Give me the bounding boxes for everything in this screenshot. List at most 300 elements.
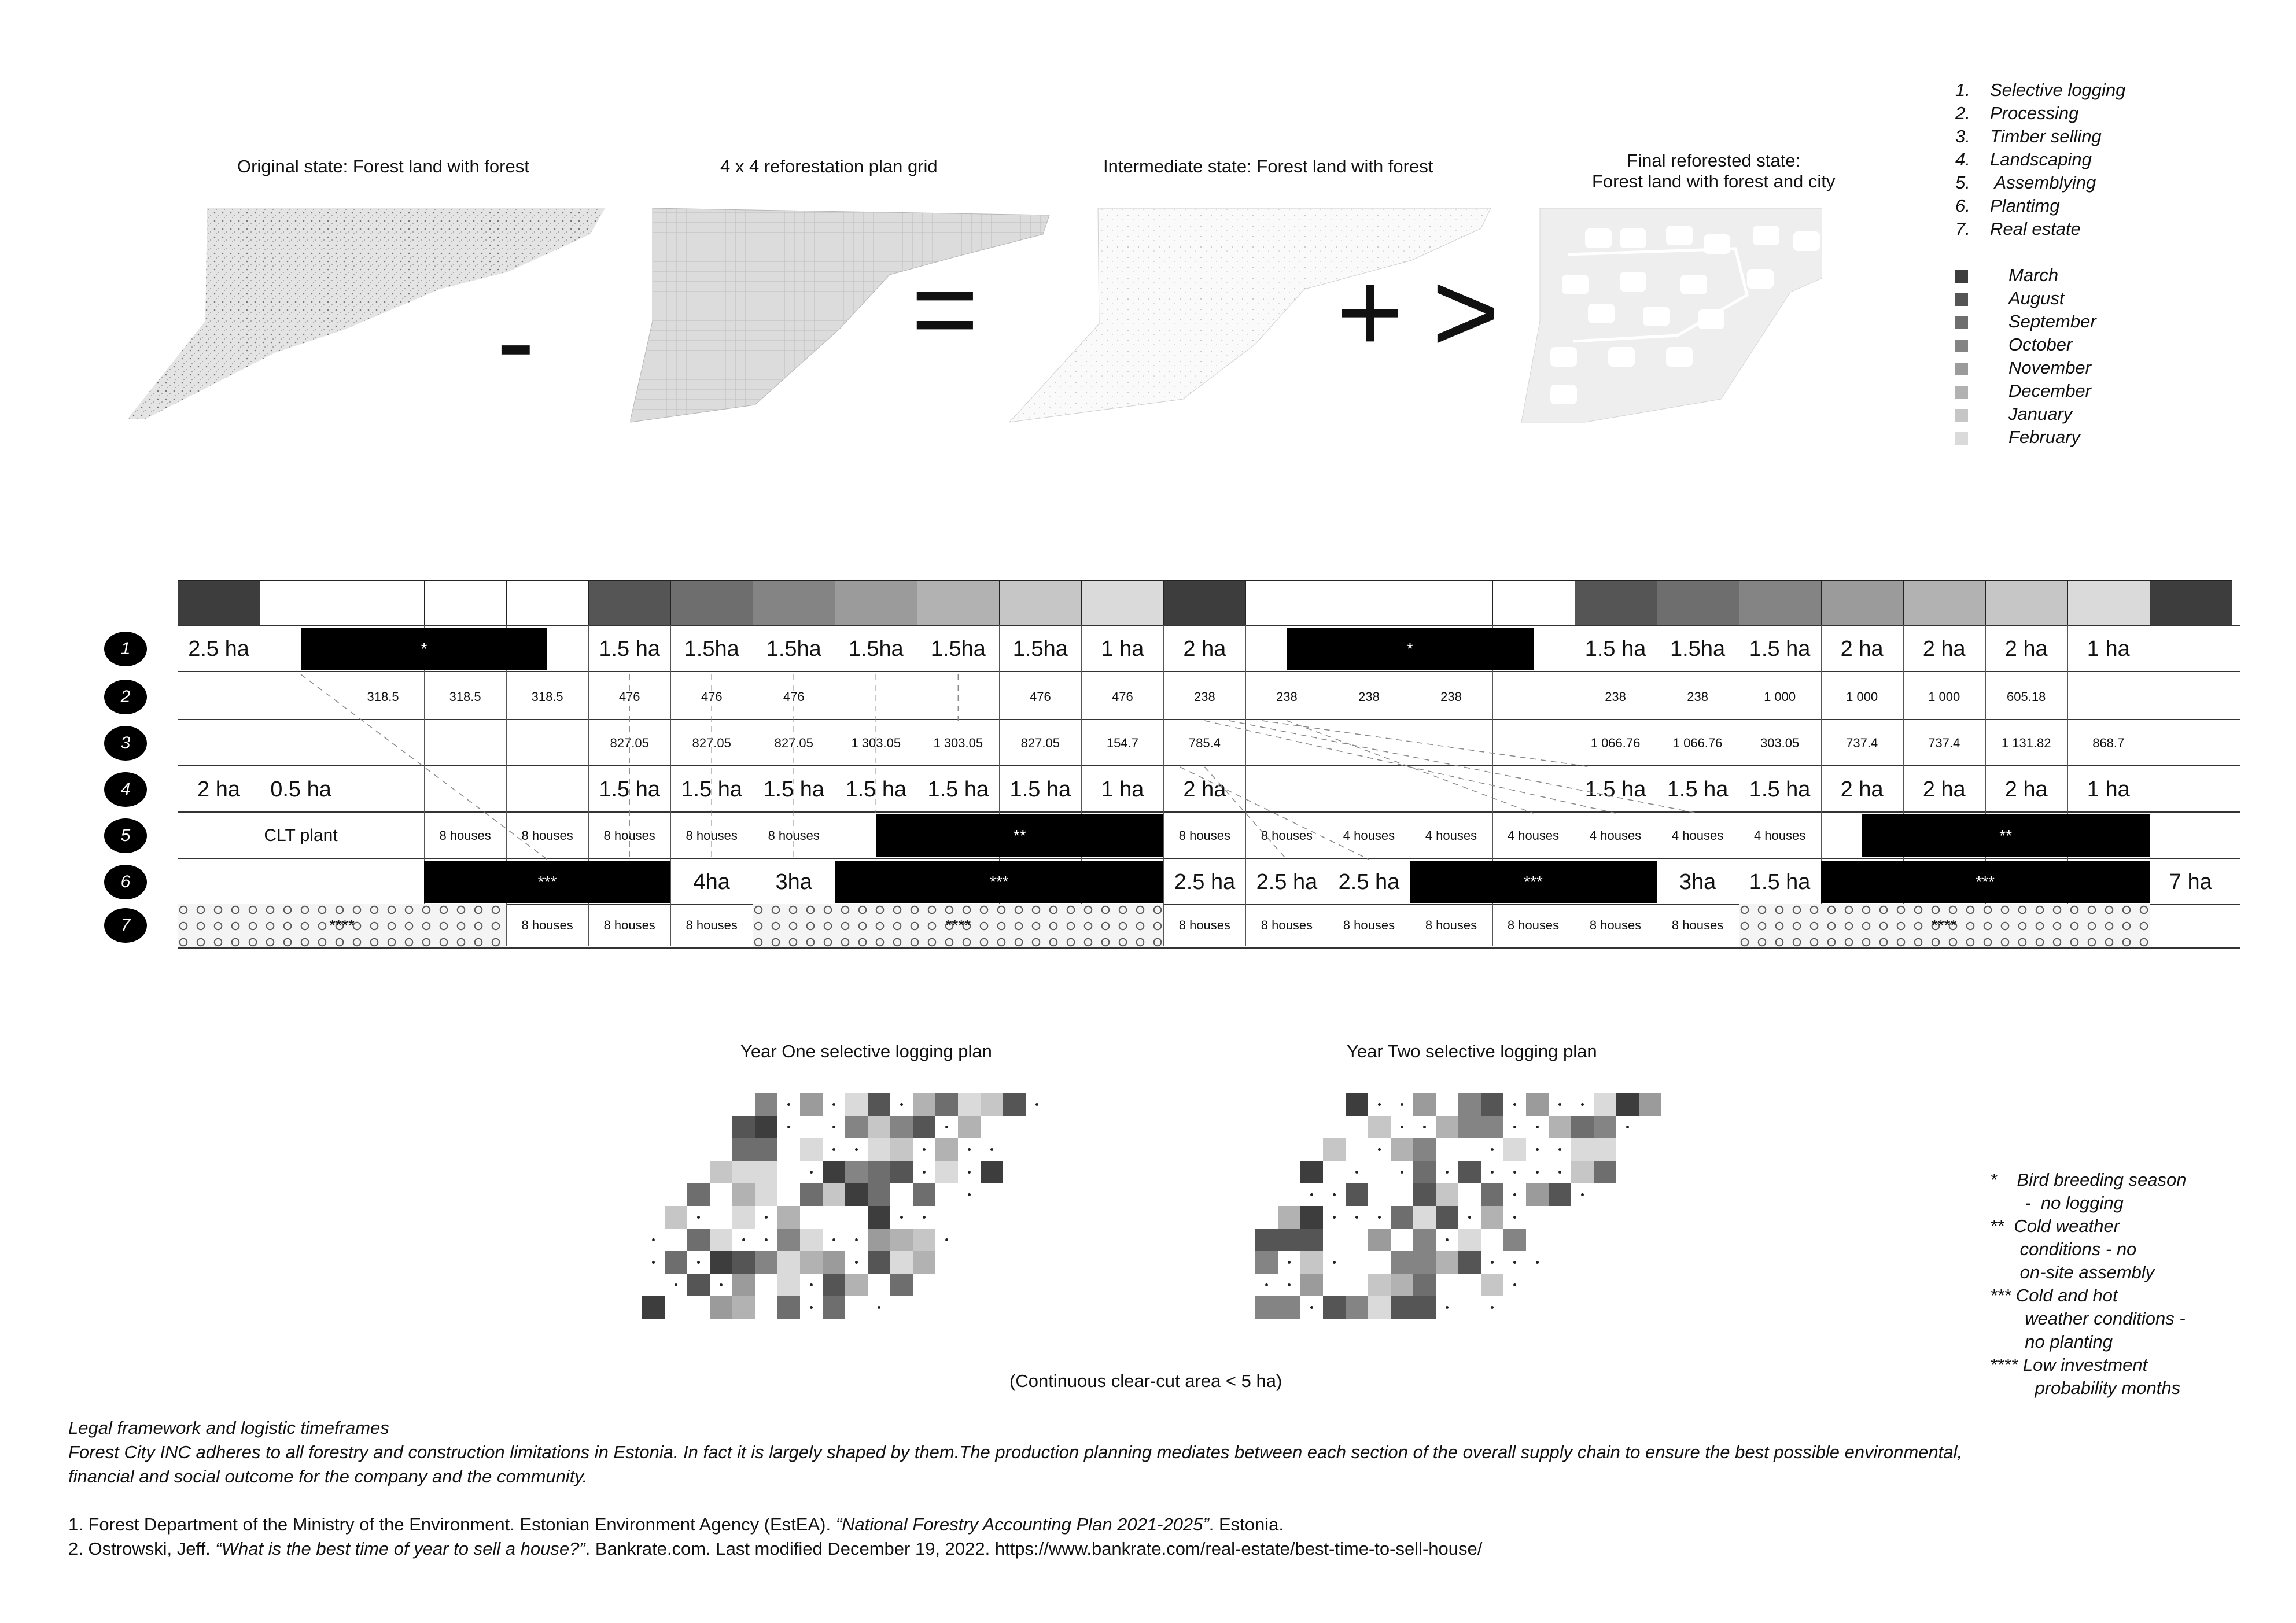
logging-cell xyxy=(732,1296,755,1319)
logging-cell xyxy=(732,1116,755,1138)
logging-cell xyxy=(1458,1229,1481,1251)
logging-cell xyxy=(845,1093,868,1116)
row-number-badge: 3 xyxy=(104,726,147,761)
logging-cell xyxy=(1413,1229,1436,1251)
logging-cell xyxy=(913,1251,935,1274)
logging-cell xyxy=(845,1161,868,1183)
month-legend-item xyxy=(1955,403,2096,426)
unlogged-marker xyxy=(900,1216,903,1219)
reference-2: 2. Ostrowski, Jeff. “What is the best time of year to sell a house?”. Bankrate.com. Last modified December 19, 2022. https://www.bankrate.com/real-estate/best-time-to-sell-house/ xyxy=(68,1539,1483,1559)
logging-cell xyxy=(1323,1138,1346,1161)
logging-cell xyxy=(777,1229,800,1251)
unlogged-marker xyxy=(1446,1238,1449,1241)
unlogged-marker xyxy=(1558,1171,1561,1174)
logging-cell xyxy=(1503,1138,1526,1161)
row-number-badge: 2 xyxy=(104,680,147,714)
unlogged-marker xyxy=(1536,1148,1539,1151)
timeline-cell: 1 000 xyxy=(1928,689,1960,704)
timeline-cell: 8 houses xyxy=(1261,828,1313,843)
production-timeline-table xyxy=(178,580,2240,946)
logging-cell xyxy=(890,1138,913,1161)
logging-cell xyxy=(732,1138,755,1161)
logging-cell xyxy=(1255,1296,1278,1319)
timeline-cell: 2.5 ha xyxy=(1174,869,1236,894)
timeline-cell: 785.4 xyxy=(1188,736,1221,750)
month-label: August xyxy=(2008,288,2065,308)
timeline-cell: 1.5 ha xyxy=(1667,777,1729,802)
row-number-badge: 5 xyxy=(104,818,147,853)
unlogged-marker xyxy=(697,1216,700,1219)
logging-cell xyxy=(687,1274,710,1296)
unlogged-marker xyxy=(652,1261,655,1264)
unlogged-marker xyxy=(878,1306,880,1309)
timeline-cell: 3ha xyxy=(775,869,812,894)
restricted-period-block: *** xyxy=(1821,861,2150,903)
flow-link xyxy=(1229,721,1698,813)
process-legend-item: 6. Plantimg xyxy=(1955,196,2060,216)
logging-cell xyxy=(958,1093,981,1116)
low-investment-period: **** xyxy=(753,904,1163,947)
timeline-cell: 827.05 xyxy=(610,736,649,750)
unlogged-marker xyxy=(1401,1103,1403,1106)
footer-heading: Legal framework and logistic timeframes xyxy=(68,1418,389,1438)
timeline-cell: 8 houses xyxy=(1178,828,1231,843)
logging-cell xyxy=(1526,1183,1549,1206)
timeline-cell: 476 xyxy=(701,689,723,704)
logging-cell xyxy=(1368,1116,1391,1138)
timeline-cell: 1.5 ha xyxy=(927,777,989,802)
logging-cell xyxy=(1526,1093,1549,1116)
note-low-investment: **** Low investment probability months xyxy=(1990,1355,2181,1398)
logging-cell xyxy=(1255,1251,1278,1274)
unlogged-marker xyxy=(832,1148,835,1151)
logging-cell xyxy=(1571,1116,1594,1138)
logging-cell xyxy=(1481,1183,1503,1206)
timeline-cell: 1 ha xyxy=(1101,636,1144,661)
timeline-cell: 8 houses xyxy=(439,828,491,843)
unlogged-marker xyxy=(810,1306,813,1309)
logging-cell xyxy=(755,1183,777,1206)
unlogged-marker xyxy=(1513,1171,1516,1174)
logging-cell xyxy=(1278,1296,1300,1319)
unlogged-marker xyxy=(1378,1148,1381,1151)
unlogged-marker xyxy=(810,1283,813,1286)
unlogged-marker xyxy=(1355,1216,1358,1219)
logging-cell xyxy=(823,1274,845,1296)
month-label: October xyxy=(2008,334,2073,355)
unlogged-marker xyxy=(855,1238,858,1241)
timeline-cell: 1 ha xyxy=(1101,777,1144,802)
timeline-cell: 827.05 xyxy=(774,736,813,750)
unlogged-marker xyxy=(945,1238,948,1241)
row-divider xyxy=(178,947,2240,949)
references xyxy=(68,1513,1482,1561)
process-legend-item: 2. Processing xyxy=(1955,103,2079,123)
logging-cell xyxy=(868,1183,890,1206)
timeline-cell: 8 houses xyxy=(1425,918,1477,932)
timeline-cell: 827.05 xyxy=(692,736,731,750)
logging-cell xyxy=(1594,1161,1616,1183)
unlogged-marker xyxy=(787,1126,790,1128)
logging-cell xyxy=(868,1251,890,1274)
timeline-cell: 1.5 ha xyxy=(1009,777,1071,802)
process-legend-item: 7. Real estate xyxy=(1955,219,2081,239)
logging-cell xyxy=(1436,1116,1458,1138)
unlogged-marker xyxy=(675,1283,677,1286)
logging-cell xyxy=(800,1093,823,1116)
timeline-cell: 1.5ha xyxy=(684,636,739,661)
unlogged-marker xyxy=(1035,1103,1038,1106)
logging-cell xyxy=(1481,1274,1503,1296)
unlogged-marker xyxy=(1446,1306,1449,1309)
logging-cell xyxy=(1594,1093,1616,1116)
logging-cell xyxy=(732,1274,755,1296)
unlogged-marker xyxy=(1491,1261,1494,1264)
timeline-cell: 318.5 xyxy=(531,689,563,704)
process-legend-item: 5. Assemblying xyxy=(1955,172,2096,193)
unlogged-marker xyxy=(990,1148,993,1151)
logging-cell xyxy=(1300,1274,1323,1296)
logging-cell xyxy=(845,1274,868,1296)
logging-cell xyxy=(800,1138,823,1161)
timeline-cell: 2 ha xyxy=(1183,636,1226,661)
month-legend-item xyxy=(1955,356,2096,379)
timeline-cell: 8 houses xyxy=(1671,918,1724,932)
unlogged-marker xyxy=(1491,1306,1494,1309)
logging-cell xyxy=(1413,1206,1436,1229)
logging-cell xyxy=(1346,1093,1368,1116)
unlogged-marker xyxy=(832,1126,835,1128)
logging-cell xyxy=(665,1206,687,1229)
logging-cell xyxy=(935,1093,958,1116)
unlogged-marker xyxy=(900,1103,903,1106)
timeline-cell: 238 xyxy=(1276,689,1298,704)
timeline-cell: 1 303.05 xyxy=(933,736,983,750)
note-cold-hot-weather: *** Cold and hot weather conditions - no planting xyxy=(1990,1285,2186,1352)
timeline-cell: 7 ha xyxy=(2169,869,2212,894)
logging-cell xyxy=(1503,1229,1526,1251)
operator-greater: > xyxy=(1432,248,1499,377)
timeline-cell: 2 ha xyxy=(1922,777,1966,802)
month-label: March xyxy=(2008,265,2059,285)
process-legend-item: 4. Landscaping xyxy=(1955,149,2092,169)
unlogged-marker xyxy=(1355,1171,1358,1174)
logging-cell xyxy=(1368,1274,1391,1296)
timeline-cell: 238 xyxy=(1605,689,1626,704)
timeline-cell: 1.5 ha xyxy=(763,777,825,802)
timeline-cell: 1.5 ha xyxy=(1749,636,1811,661)
unlogged-marker xyxy=(1513,1283,1516,1286)
timeline-cell: 8 houses xyxy=(1507,918,1560,932)
month-legend-item xyxy=(1955,264,2096,287)
logging-cell xyxy=(1639,1093,1661,1116)
timeline-cell: 1.5ha xyxy=(1670,636,1726,661)
unlogged-marker xyxy=(787,1103,790,1106)
logging-cell xyxy=(1481,1206,1503,1229)
logging-cell xyxy=(642,1296,665,1319)
month-swatch xyxy=(1955,432,1968,445)
month-swatch xyxy=(1955,316,1968,329)
month-swatch xyxy=(1955,293,1968,306)
timeline-cell: 1.5 ha xyxy=(1749,777,1811,802)
month-swatch xyxy=(1955,409,1968,422)
reforestation-grid-shape xyxy=(631,208,1049,422)
timeline-cell: 4ha xyxy=(693,869,730,894)
unlogged-marker xyxy=(923,1216,926,1219)
logging-cell xyxy=(823,1161,845,1183)
process-legend-item: 3. Timber selling xyxy=(1955,126,2102,146)
timeline-cell: 476 xyxy=(1029,689,1051,704)
unlogged-marker xyxy=(1423,1126,1426,1128)
timeline-cell: 318.5 xyxy=(367,689,399,704)
logging-cell xyxy=(868,1229,890,1251)
unlogged-marker xyxy=(1513,1216,1516,1219)
month-label: September xyxy=(2008,311,2096,331)
timeline-cell: 476 xyxy=(618,689,640,704)
timeline-cell: 1.5 ha xyxy=(1584,636,1646,661)
logging-cell xyxy=(1458,1161,1481,1183)
timeline-cell: 4 houses xyxy=(1425,828,1477,843)
process-legend-item: 1. Selective logging xyxy=(1955,80,2126,100)
logging-cell xyxy=(1436,1183,1458,1206)
flow-link xyxy=(1204,721,1615,813)
logging-cell xyxy=(800,1183,823,1206)
logging-cell xyxy=(1413,1251,1436,1274)
logging-cell xyxy=(777,1296,800,1319)
logging-cell xyxy=(1413,1296,1436,1319)
timeline-cell: 2 ha xyxy=(1183,777,1226,802)
month-legend xyxy=(1955,264,2096,449)
unlogged-marker xyxy=(1581,1193,1584,1196)
logging-cell xyxy=(958,1116,981,1138)
unlogged-marker xyxy=(1378,1103,1381,1106)
timeline-cell: 8 houses xyxy=(1589,918,1642,932)
logging-cell xyxy=(1300,1229,1323,1251)
logging-cell xyxy=(665,1251,687,1274)
timeline-cell: 4 houses xyxy=(1507,828,1560,843)
timeline-cell: 238 xyxy=(1194,689,1215,704)
timeline-cell: 1 ha xyxy=(2087,777,2130,802)
unlogged-marker xyxy=(855,1261,858,1264)
timeline-cell: 1 303.05 xyxy=(851,736,901,750)
unlogged-marker xyxy=(832,1103,835,1106)
timeline-cell: 8 houses xyxy=(768,828,820,843)
reference-1: 1. Forest Department of the Ministry of the Environment. Estonian Environment Agency (EstEA). “National Forestry Accounting Plan 2021-2025”. Estonia. xyxy=(68,1514,1284,1535)
timeline-cell: 8 houses xyxy=(686,828,738,843)
unlogged-marker xyxy=(1310,1306,1313,1309)
unlogged-marker xyxy=(1513,1103,1516,1106)
timeline-cell: 1.5ha xyxy=(1012,636,1068,661)
logging-cell xyxy=(710,1229,732,1251)
restricted-period-block: *** xyxy=(835,861,1163,903)
timeline-cell: 2 ha xyxy=(1840,636,1884,661)
unlogged-marker xyxy=(968,1171,971,1174)
logging-cell xyxy=(732,1161,755,1183)
logging-cell xyxy=(755,1138,777,1161)
unlogged-marker xyxy=(697,1261,700,1264)
unlogged-marker xyxy=(1401,1126,1403,1128)
logging-cell xyxy=(1458,1116,1481,1138)
logging-cell xyxy=(1413,1274,1436,1296)
logging-cell xyxy=(1368,1296,1391,1319)
logging-cell xyxy=(935,1161,958,1183)
unlogged-marker xyxy=(1468,1216,1471,1219)
logging-cell xyxy=(913,1183,935,1206)
timeline-cell: 2 ha xyxy=(1922,636,1966,661)
timeline-cell: 4 houses xyxy=(1671,828,1724,843)
restricted-period-block: * xyxy=(301,628,547,670)
footer-text xyxy=(68,1416,1962,1489)
logging-cell xyxy=(1571,1138,1594,1161)
low-investment-period: **** xyxy=(1739,904,2150,947)
logging-cell xyxy=(823,1296,845,1319)
logging-cell xyxy=(868,1161,890,1183)
timeline-cell: 2.5 ha xyxy=(1256,869,1318,894)
timeline-cell: 1 000 xyxy=(1846,689,1878,704)
unlogged-marker xyxy=(1491,1148,1494,1151)
month-legend-item xyxy=(1955,310,2096,333)
unlogged-marker xyxy=(968,1193,971,1196)
logging-cell xyxy=(1346,1296,1368,1319)
unlogged-marker xyxy=(1333,1261,1336,1264)
logging-cell xyxy=(913,1229,935,1251)
timeline-cell: 1 ha xyxy=(2087,636,2130,661)
logging-cell xyxy=(1594,1138,1616,1161)
grid-caption: 4 x 4 reforestation plan grid xyxy=(720,156,938,176)
unlogged-marker xyxy=(1536,1126,1539,1128)
logging-cell xyxy=(1616,1093,1639,1116)
note-cold-weather: ** Cold weather conditions - no on-site assembly xyxy=(1990,1216,2155,1282)
restricted-period-block: ** xyxy=(1862,814,2150,857)
row-number-badge: 6 xyxy=(104,865,147,899)
timeline-cell: 476 xyxy=(783,689,805,704)
logging-cell xyxy=(890,1116,913,1138)
logging-cell xyxy=(913,1093,935,1116)
note-bird-breeding: * Bird breeding season - no logging xyxy=(1990,1170,2187,1213)
logging-cell xyxy=(777,1251,800,1274)
season-notes xyxy=(1990,1168,2187,1400)
intermediate-forest-shape xyxy=(1009,208,1491,422)
logging-cell xyxy=(1413,1138,1436,1161)
logging-cell xyxy=(777,1274,800,1296)
logging-cell xyxy=(823,1251,845,1274)
unlogged-marker xyxy=(765,1216,768,1219)
timeline-cell: 3ha xyxy=(1679,869,1716,894)
timeline-cell: 1 066.76 xyxy=(1590,736,1641,750)
timeline-cell: 476 xyxy=(1112,689,1133,704)
logging-cell xyxy=(1346,1183,1368,1206)
month-label: November xyxy=(2008,357,2091,378)
month-legend-item xyxy=(1955,426,2096,449)
logging-cell xyxy=(823,1183,845,1206)
month-legend-item xyxy=(1955,333,2096,356)
month-label: December xyxy=(2008,381,2091,401)
timeline-cell: 8 houses xyxy=(1178,918,1231,932)
timeline-cell: 8 houses xyxy=(1343,918,1395,932)
logging-cell xyxy=(890,1161,913,1183)
unlogged-marker xyxy=(720,1283,723,1286)
logging-cell xyxy=(710,1251,732,1274)
logging-cell xyxy=(1278,1206,1300,1229)
unlogged-marker xyxy=(1265,1283,1268,1286)
logging-cell xyxy=(1278,1229,1300,1251)
row-number-badge: 7 xyxy=(104,908,147,943)
unlogged-marker xyxy=(652,1238,655,1241)
unlogged-marker xyxy=(1446,1171,1449,1174)
timeline-cell: 238 xyxy=(1358,689,1380,704)
timeline-cell: 4 houses xyxy=(1589,828,1642,843)
logging-cell xyxy=(890,1274,913,1296)
unlogged-marker xyxy=(1536,1261,1539,1264)
logging-cell xyxy=(1413,1183,1436,1206)
timeline-cell: 2.5 ha xyxy=(188,636,249,661)
restricted-period-block: *** xyxy=(424,861,670,903)
year-two-logging-grid xyxy=(1255,1093,1718,1336)
logging-cell xyxy=(800,1251,823,1274)
month-label: February xyxy=(2008,427,2081,447)
month-swatch xyxy=(1955,340,1968,352)
unlogged-marker xyxy=(1513,1261,1516,1264)
logging-cell xyxy=(755,1093,777,1116)
timeline-cell: 2 ha xyxy=(2004,636,2048,661)
unlogged-marker xyxy=(1333,1193,1336,1196)
timeline-cell: 1.5 ha xyxy=(599,636,660,661)
logging-cell xyxy=(732,1183,755,1206)
month-legend-item xyxy=(1955,287,2096,310)
logging-cell xyxy=(1436,1251,1458,1274)
logging-cell xyxy=(1571,1161,1594,1183)
original-state-caption: Original state: Forest land with forest xyxy=(237,156,529,176)
flow-link xyxy=(301,674,547,860)
logging-cell xyxy=(1323,1296,1346,1319)
timeline-cell: 8 houses xyxy=(1261,918,1313,932)
unlogged-marker xyxy=(1333,1216,1336,1219)
timeline-cell: 737.4 xyxy=(1928,736,1960,750)
logging-cell xyxy=(845,1183,868,1206)
timeline-cell: 1.5 ha xyxy=(845,777,907,802)
logging-cell xyxy=(868,1116,890,1138)
logging-cell xyxy=(1391,1274,1413,1296)
logging-cell xyxy=(777,1206,800,1229)
timeline-cell: 868.7 xyxy=(2092,736,2125,750)
timeline-cell: 1 000 xyxy=(1764,689,1796,704)
year-one-logging-grid xyxy=(642,1093,1105,1336)
logging-cell xyxy=(755,1116,777,1138)
month-swatch xyxy=(1955,270,1968,283)
logging-cell xyxy=(890,1251,913,1274)
logging-cell xyxy=(1413,1093,1436,1116)
restricted-period-block: * xyxy=(1287,628,1533,670)
timeline-cell: 1.5 ha xyxy=(1584,777,1646,802)
timeline-cell: 2 ha xyxy=(1840,777,1884,802)
logging-cell xyxy=(1481,1116,1503,1138)
timeline-cell: 8 houses xyxy=(603,828,655,843)
logging-cell xyxy=(981,1161,1003,1183)
logging-cell xyxy=(1458,1251,1481,1274)
logging-cell xyxy=(935,1138,958,1161)
logging-cell xyxy=(1391,1296,1413,1319)
timeline-cell: 154.7 xyxy=(1106,736,1138,750)
logging-cell xyxy=(1436,1206,1458,1229)
unlogged-marker xyxy=(1310,1193,1313,1196)
clearcut-area-note: (Continuous clear-cut area < 5 ha) xyxy=(1009,1371,1282,1391)
timeline-cell: 827.05 xyxy=(1020,736,1060,750)
logging-cell xyxy=(913,1116,935,1138)
timeline-cell: 318.5 xyxy=(449,689,481,704)
timeline-cell: 1.5 ha xyxy=(1749,869,1811,894)
operator-equals: = xyxy=(911,245,979,374)
unlogged-marker xyxy=(1288,1261,1291,1264)
